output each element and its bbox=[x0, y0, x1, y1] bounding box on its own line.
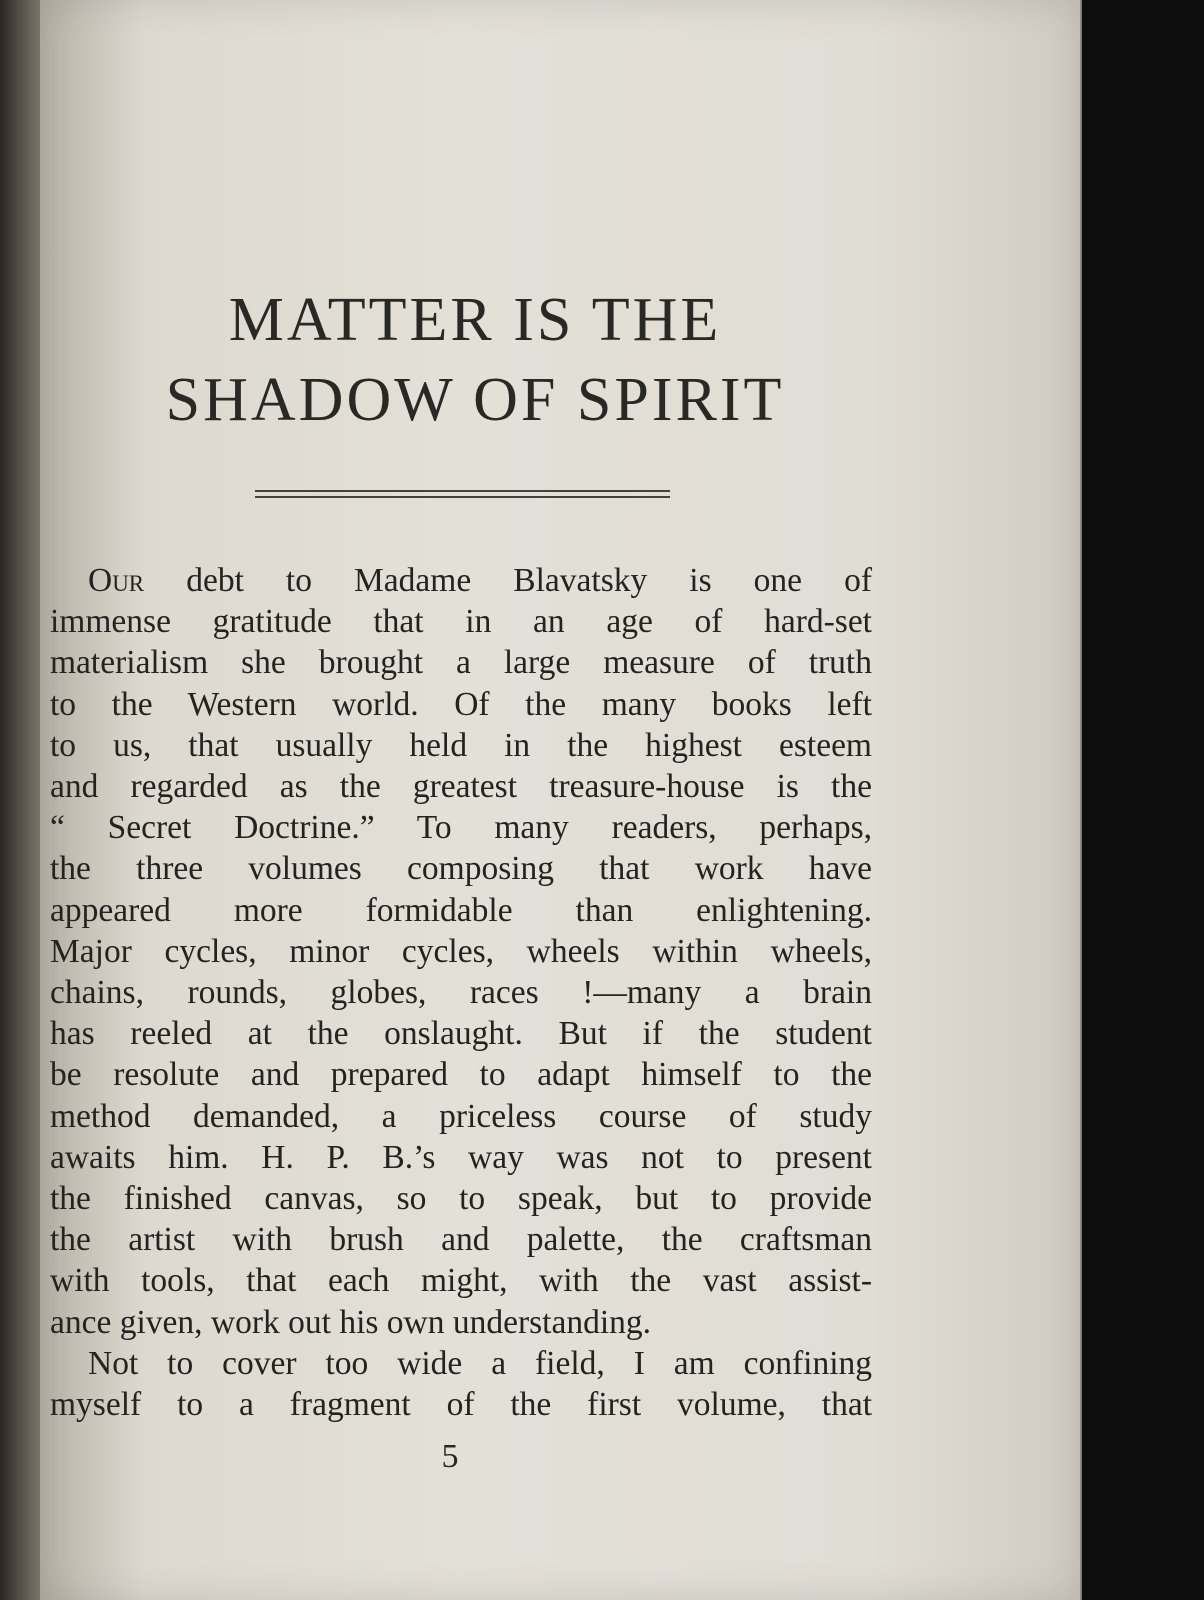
chapter-title bbox=[60, 280, 890, 440]
body-line-2: immense gratitude that in an age of hard-set bbox=[50, 603, 872, 641]
body-line-17: the artist with brush and palette, the craftsman bbox=[50, 1221, 872, 1259]
body-line-4: to the Western world. Of the many books left bbox=[50, 685, 872, 723]
dark-background bbox=[1082, 0, 1204, 1600]
chapter-title-line-1: MATTER IS THE bbox=[228, 286, 722, 354]
divider-line-top bbox=[255, 490, 670, 492]
body-line-20: Not to cover too wide a field, I am confining bbox=[88, 1344, 872, 1382]
body-line-10: Major cycles, minor cycles, wheels within wheels, bbox=[50, 932, 872, 970]
body-line-11: chains, rounds, globes, races !—many a brain bbox=[50, 974, 872, 1012]
body-line-8: the three volumes composing that work have bbox=[50, 850, 872, 888]
chapter-title-line-2: SHADOW OF SPIRIT bbox=[165, 366, 785, 434]
lead-word: Our bbox=[88, 562, 145, 599]
body-line-14: method demanded, a priceless course of study bbox=[50, 1097, 872, 1135]
body-line-1 bbox=[50, 560, 872, 601]
body-line-3: materialism she brought a large measure of truth bbox=[50, 644, 872, 682]
title-divider-rule bbox=[255, 490, 670, 499]
page-number: 5 bbox=[441, 1438, 459, 1475]
body-line-13: be resolute and prepared to adapt himself to the bbox=[50, 1056, 872, 1094]
body-line-9: appeared more formidable than enlightening. bbox=[50, 891, 872, 929]
body-line-19: ance given, work out his own understanding. bbox=[50, 1303, 652, 1341]
body-line-18: with tools, that each might, with the vast assist- bbox=[50, 1262, 872, 1300]
body-line-12: has reeled at the onslaught. But if the student bbox=[50, 1015, 872, 1053]
body-line-21: myself to a fragment of the first volume, that bbox=[50, 1386, 872, 1424]
body-line-16: the finished canvas, so to speak, but to provide bbox=[50, 1180, 872, 1218]
body-line-6: and regarded as the greatest treasure-house is the bbox=[50, 768, 872, 806]
body-line-15: awaits him. H. P. B.’s way was not to present bbox=[50, 1138, 872, 1176]
body-line-7: “ Secret Doctrine.” To many readers, perhaps, bbox=[50, 809, 872, 847]
divider-line-bottom bbox=[255, 496, 670, 498]
body-paragraphs bbox=[50, 560, 872, 1425]
body-line-1-text: debt to Madame Blavatsky is one of bbox=[144, 562, 872, 599]
body-line-5: to us, that usually held in the highest esteem bbox=[50, 726, 872, 764]
